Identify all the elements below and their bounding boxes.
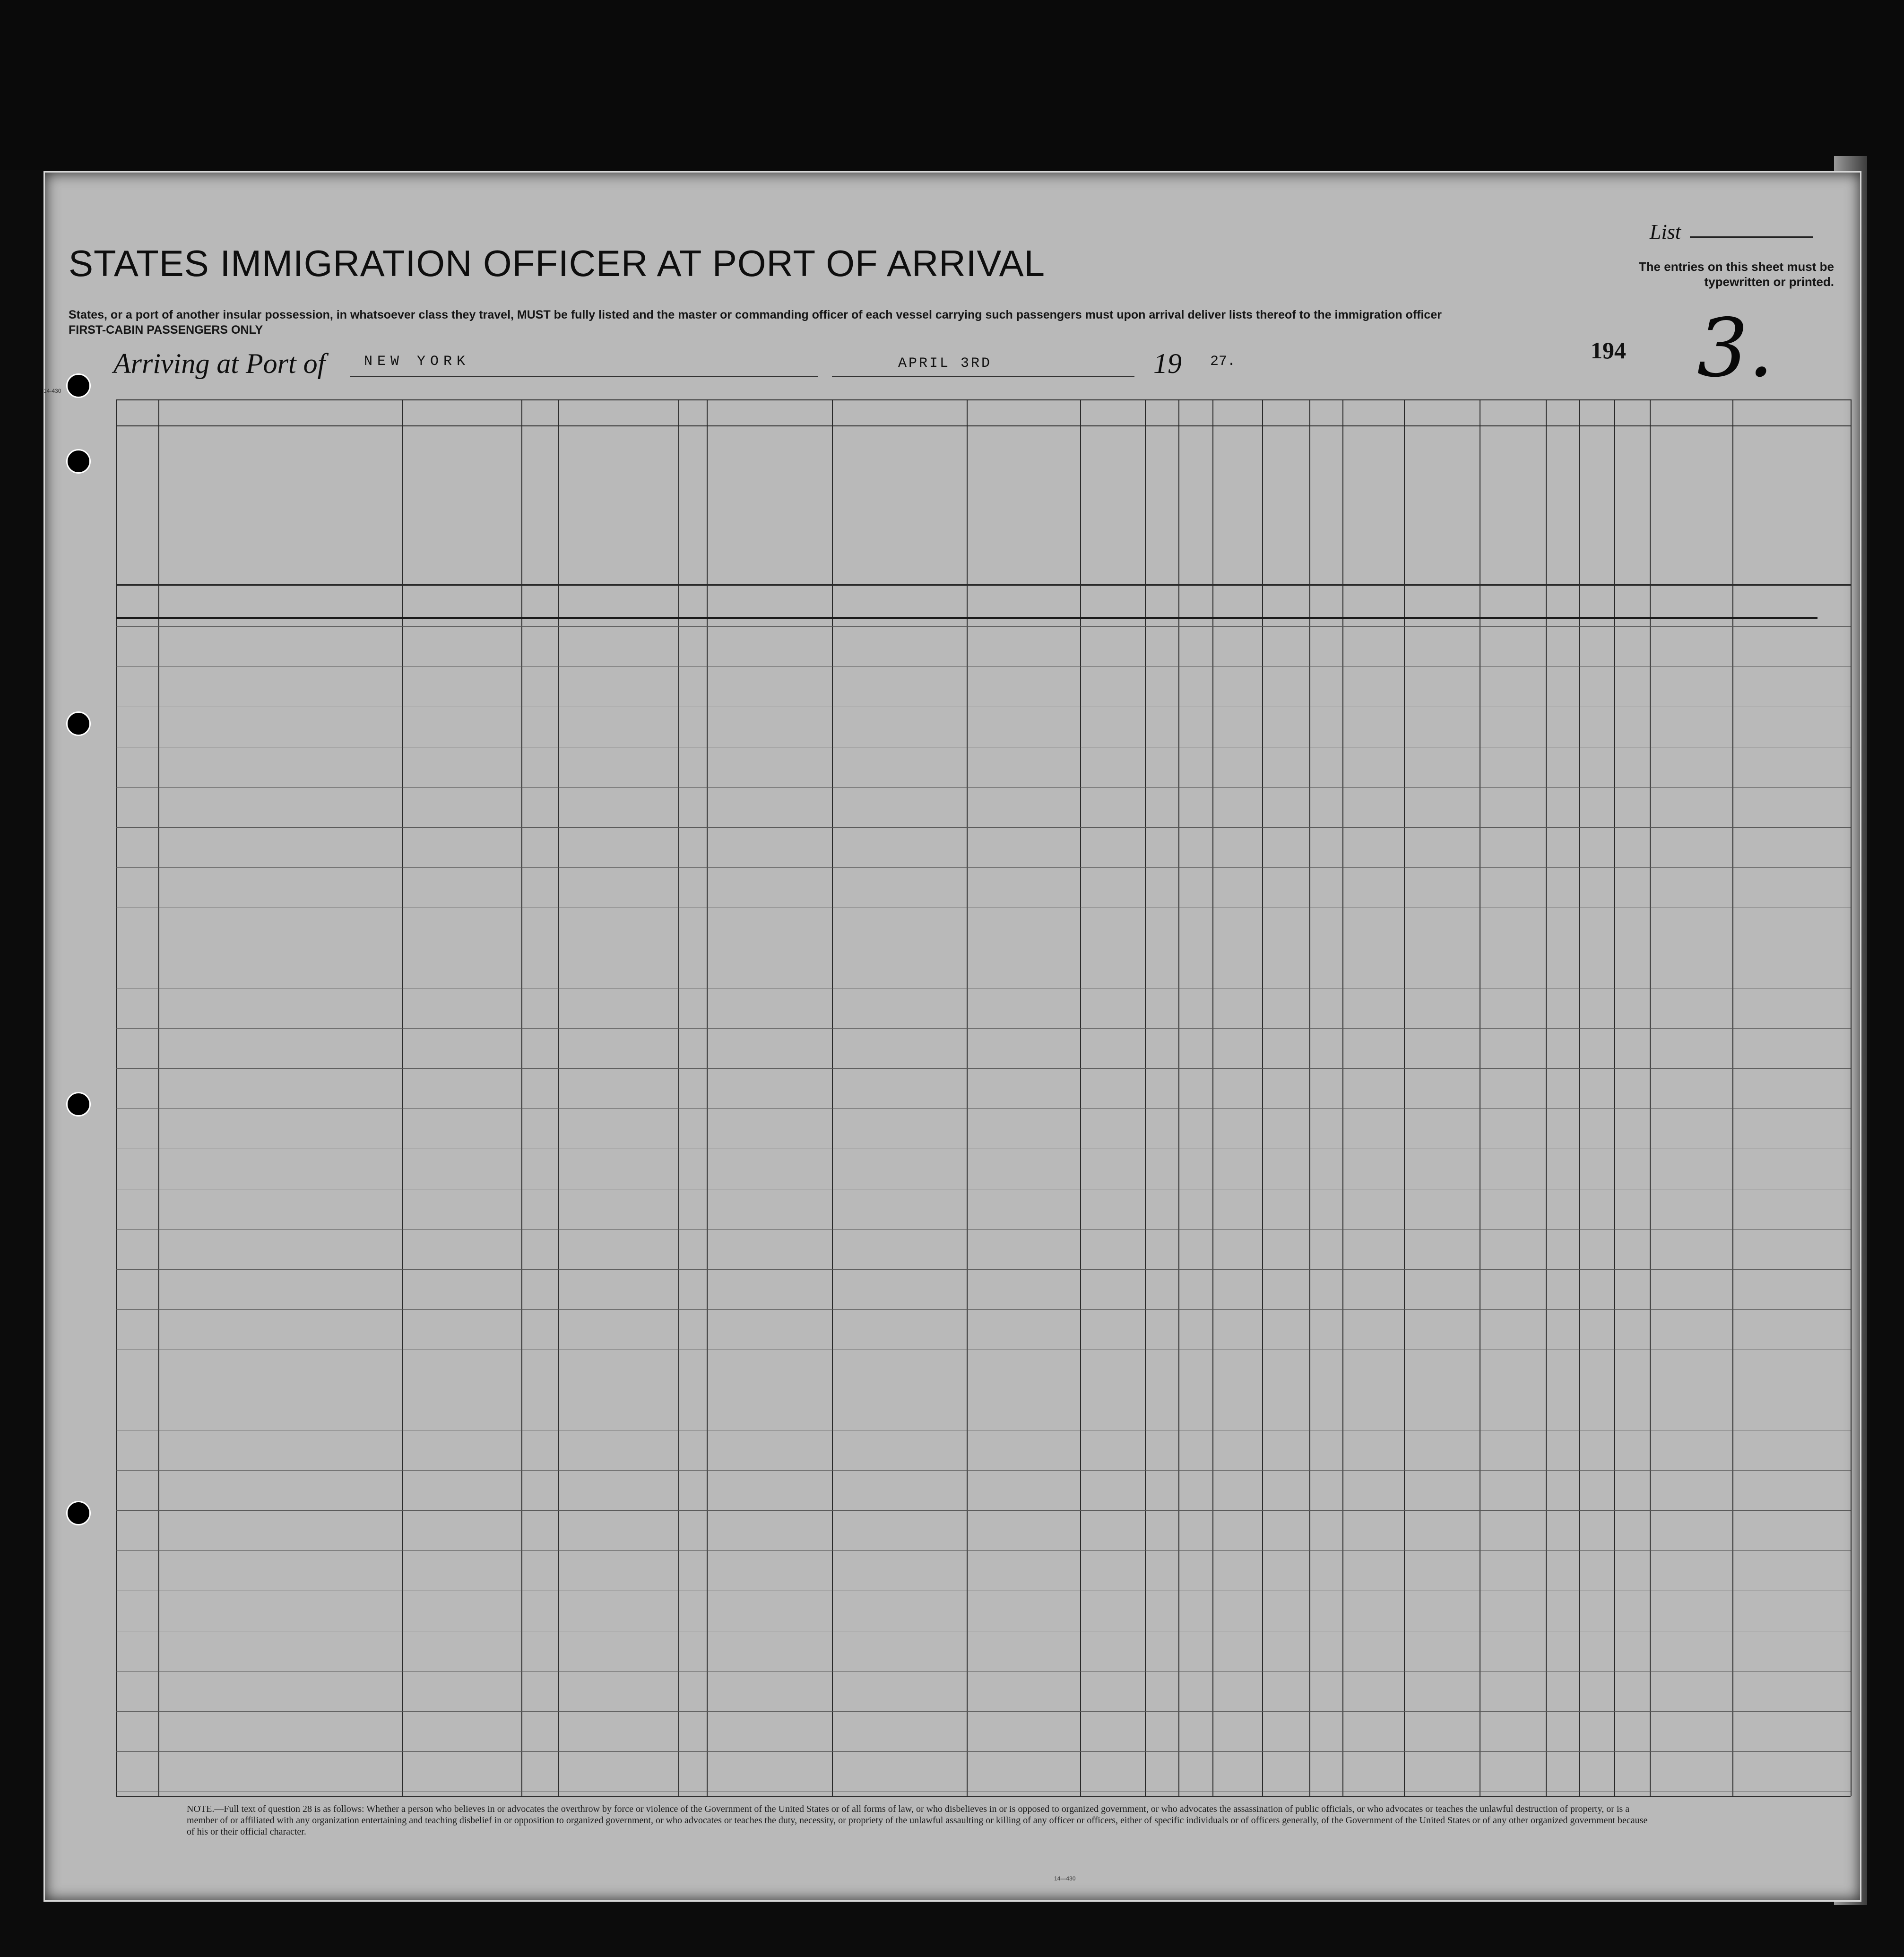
row-rule [116, 1108, 1851, 1109]
column-divider [116, 399, 117, 1796]
row-rule [116, 1229, 1851, 1230]
header-possession [683, 444, 704, 579]
header-c30 [1269, 444, 1305, 579]
list-number: 3. [1697, 302, 1774, 395]
arrival-date: APRIL 3RD [898, 355, 992, 372]
row-rule [116, 1470, 1851, 1471]
row-rule [116, 1510, 1851, 1511]
row-rule [116, 787, 1851, 788]
column-divider [1212, 399, 1213, 1796]
column-divider [1732, 399, 1733, 1796]
column-divider [1342, 399, 1343, 1796]
header-c29 [1222, 444, 1257, 579]
column-divider [1851, 399, 1852, 1796]
column-divider [1080, 399, 1081, 1796]
header-ticket [527, 444, 553, 579]
header-purpose-b [1009, 444, 1035, 579]
row-rule [116, 1068, 1851, 1069]
column-divider [1262, 399, 1263, 1796]
footnote-code: 14—430 [1054, 1875, 1076, 1882]
header-bottom-rule [116, 584, 1851, 586]
punch-hole [66, 449, 91, 474]
header-polygamist [1113, 444, 1134, 579]
port-underline [350, 376, 818, 377]
row-rule [116, 1028, 1851, 1029]
list-label: List [1650, 220, 1681, 243]
column-divider [678, 399, 679, 1796]
column-divider [402, 399, 403, 1796]
header-prison [1082, 444, 1106, 579]
list-line [1690, 236, 1813, 238]
form-instructions: States, or a port of another insular possession, in whatsoever class they travel, MUST be fully listed and the master or commanding officer of each vessel carrying such passengers must upon arrival deliver lists thereof to the immigration officer [69, 308, 1442, 321]
row-rule [116, 867, 1851, 868]
year-prefix: 19 [1153, 348, 1182, 379]
page-number: 194 [1591, 337, 1626, 364]
row-rule [116, 827, 1851, 828]
column-divider [1309, 399, 1310, 1796]
column-divider [1404, 399, 1405, 1796]
row-rule [116, 1550, 1851, 1551]
header-c28 [1182, 444, 1210, 579]
column-divider [1614, 399, 1615, 1796]
punch-hole [66, 1092, 91, 1117]
column-divider [832, 399, 833, 1796]
row-rule [116, 1309, 1851, 1310]
footnote: NOTE.—Full text of question 28 is as follows: Whether a person who believes in or advocates the overthrow by force or violence of the Government of the United States or of all forms of law, or who disbelieves in or is opposed to organized government, or who advocates the assassination of public officials, or who advocates or teaches the unlawful destruction of property, or is a member of or affiliated with any organization entertaining and teaching disbelief in or opposition to organized government, or who advocates or teaches the duty, necessity, or propriety of the unlawful assaulting or killing of any officer or officers, either of specific individuals or of officers generally, of the Government of the United States or of any other organized government because of his or their official character. [187, 1804, 1648, 1837]
header-purpose-c [1049, 444, 1075, 579]
passenger-class: FIRST-CABIN PASSENGERS ONLY [69, 323, 263, 337]
form-title: STATES IMMIGRATION OFFICER AT PORT OF ARRIVAL [69, 242, 1046, 284]
form-number: 14-430 [43, 388, 61, 394]
table-bottom-rule [116, 1796, 1851, 1797]
column-divider [521, 399, 522, 1796]
typewritten-note: The entries on this sheet must be typewritten or printed. [1638, 260, 1834, 289]
punch-hole [66, 1501, 91, 1525]
header-anarchist [1149, 444, 1170, 579]
column-divider [707, 399, 708, 1796]
port-value: NEW YORK [364, 354, 470, 370]
column-divider [1650, 399, 1651, 1796]
row-rule [116, 626, 1851, 627]
column-divider [558, 399, 559, 1796]
date-underline [832, 376, 1134, 377]
table-top-rule [116, 399, 1851, 400]
row-rule [116, 1751, 1851, 1752]
punch-hole [66, 373, 91, 398]
column-divider [1145, 399, 1146, 1796]
row-rule [116, 1711, 1851, 1712]
port-label: Arriving at Port of [113, 348, 326, 379]
header-purpose-a [971, 444, 997, 579]
column-divider [1178, 399, 1179, 1796]
punch-hole [66, 711, 91, 736]
column-divider [158, 399, 159, 1796]
manifest-table [116, 399, 1851, 1796]
row-1-strikethrough [116, 617, 1817, 619]
row-rule [116, 1269, 1851, 1270]
column-number-rule [116, 425, 1851, 426]
column-divider [1579, 399, 1580, 1796]
year-suffix: 27. [1210, 354, 1236, 370]
column-divider [1546, 399, 1547, 1796]
scan-background [0, 0, 1904, 170]
column-divider [967, 399, 968, 1796]
